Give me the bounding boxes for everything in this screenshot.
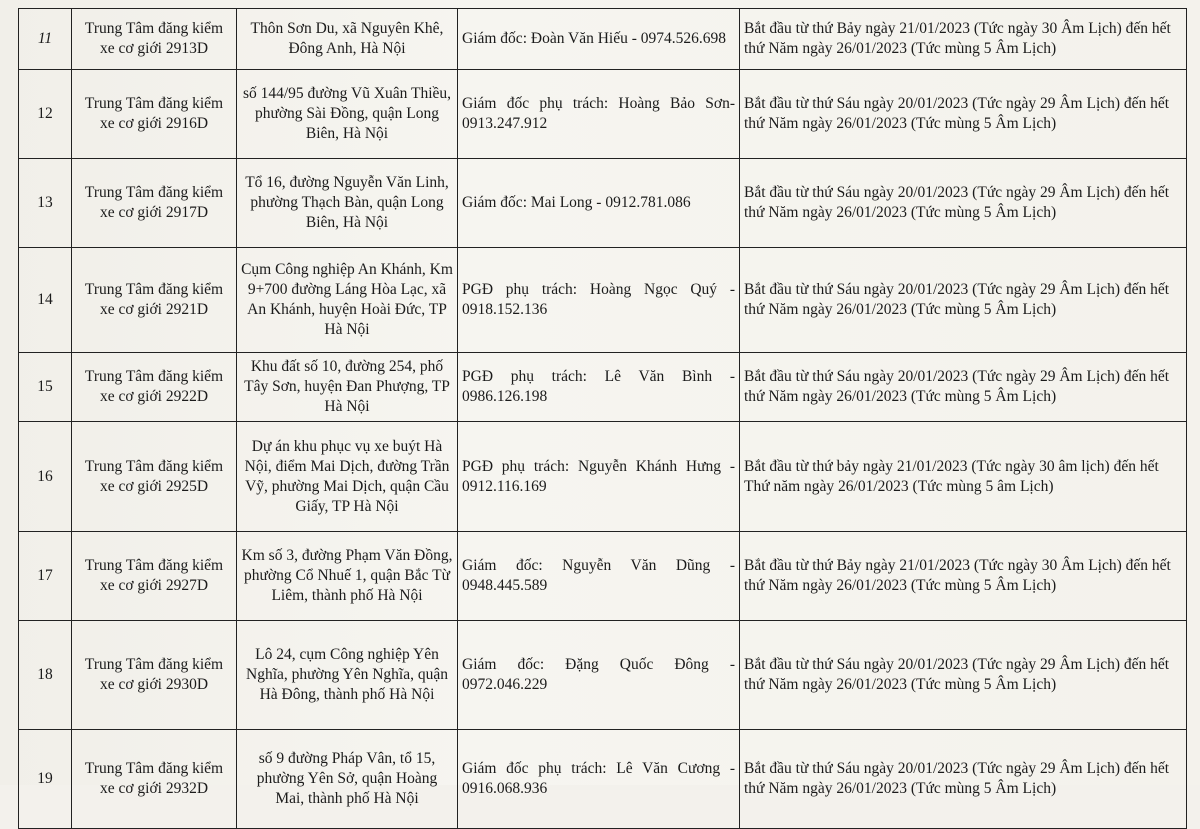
center-name: Trung Tâm đăng kiểm xe cơ giới 2930D bbox=[72, 621, 237, 730]
row-number: 12 bbox=[19, 70, 72, 159]
table-row bbox=[19, 422, 1187, 532]
center-contact: Giám đốc phụ trách: Hoàng Bảo Sơn- 0913.247.912 bbox=[458, 70, 740, 159]
center-name: Trung Tâm đăng kiểm xe cơ giới 2932D bbox=[72, 730, 237, 829]
row-number: 16 bbox=[19, 422, 72, 532]
table-row bbox=[19, 9, 1187, 70]
operating-period: Bắt đầu từ thứ Sáu ngày 20/01/2023 (Tức ngày 29 Âm Lịch) đến hết thứ Năm ngày 26/01/2023 (Tức mùng 5 Âm Lịch) bbox=[740, 730, 1187, 829]
center-name: Trung Tâm đăng kiểm xe cơ giới 2921D bbox=[72, 248, 237, 353]
center-address: số 9 đường Pháp Vân, tổ 15, phường Yên Sở, quận Hoàng Mai, thành phố Hà Nội bbox=[237, 730, 458, 829]
table-row bbox=[19, 353, 1187, 422]
center-address: số 144/95 đường Vũ Xuân Thiều, phường Sài Đồng, quận Long Biên, Hà Nội bbox=[237, 70, 458, 159]
table-row bbox=[19, 70, 1187, 159]
table-row bbox=[19, 621, 1187, 730]
table-row bbox=[19, 730, 1187, 829]
center-contact: Giám đốc phụ trách: Lê Văn Cương - 0916.068.936 bbox=[458, 730, 740, 829]
center-address: Tổ 16, đường Nguyễn Văn Linh, phường Thạch Bàn, quận Long Biên, Hà Nội bbox=[237, 159, 458, 248]
center-contact: Giám đốc: Mai Long - 0912.781.086 bbox=[458, 159, 740, 248]
operating-period: Bắt đầu từ thứ Sáu ngày 20/01/2023 (Tức ngày 29 Âm Lịch) đến hết thứ Năm ngày 26/01/2023 (Tức mùng 5 Âm Lịch) bbox=[740, 353, 1187, 422]
row-number: 15 bbox=[19, 353, 72, 422]
center-address: Km số 3, đường Phạm Văn Đồng, phường Cổ Nhuế 1, quận Bắc Từ Liêm, thành phố Hà Nội bbox=[237, 532, 458, 621]
inspection-centers-table bbox=[18, 8, 1187, 829]
center-name: Trung Tâm đăng kiểm xe cơ giới 2927D bbox=[72, 532, 237, 621]
center-name: Trung Tâm đăng kiểm xe cơ giới 2917D bbox=[72, 159, 237, 248]
center-address: Khu đất số 10, đường 254, phố Tây Sơn, huyện Đan Phượng, TP Hà Nội bbox=[237, 353, 458, 422]
row-number: 14 bbox=[19, 248, 72, 353]
operating-period: Bắt đầu từ thứ Bảy ngày 21/01/2023 (Tức ngày 30 Âm Lịch) đến hết thứ Năm ngày 26/01/2023 (Tức mùng 5 Âm Lịch) bbox=[740, 532, 1187, 621]
center-contact: PGĐ phụ trách: Lê Văn Bình - 0986.126.198 bbox=[458, 353, 740, 422]
operating-period: Bắt đầu từ thứ bảy ngày 21/01/2023 (Tức ngày 30 âm lịch) đến hết Thứ năm ngày 26/01/2023 (Tức mùng 5 âm Lịch) bbox=[740, 422, 1187, 532]
table-row bbox=[19, 248, 1187, 353]
center-contact: PGĐ phụ trách: Hoàng Ngọc Quý - 0918.152.136 bbox=[458, 248, 740, 353]
center-name: Trung Tâm đăng kiểm xe cơ giới 2925D bbox=[72, 422, 237, 532]
operating-period: Bắt đầu từ thứ Sáu ngày 20/01/2023 (Tức ngày 29 Âm Lịch) đến hết thứ Năm ngày 26/01/2023 (Tức mùng 5 Âm Lịch) bbox=[740, 621, 1187, 730]
center-address: Lô 24, cụm Công nghiệp Yên Nghĩa, phường Yên Nghĩa, quận Hà Đông, thành phố Hà Nội bbox=[237, 621, 458, 730]
center-contact: Giám đốc: Nguyễn Văn Dũng - 0948.445.589 bbox=[458, 532, 740, 621]
center-address: Dự án khu phục vụ xe buýt Hà Nội, điểm Mai Dịch, đường Trần Vỹ, phường Mai Dịch, quận Cầu Giấy, TP Hà Nội bbox=[237, 422, 458, 532]
center-contact: Giám đốc: Đoàn Văn Hiếu - 0974.526.698 bbox=[458, 9, 740, 70]
center-address: Thôn Sơn Du, xã Nguyên Khê, Đông Anh, Hà Nội bbox=[237, 9, 458, 70]
row-number: 13 bbox=[19, 159, 72, 248]
center-name: Trung Tâm đăng kiểm xe cơ giới 2916D bbox=[72, 70, 237, 159]
center-contact: Giám đốc: Đặng Quốc Đông - 0972.046.229 bbox=[458, 621, 740, 730]
table-row bbox=[19, 159, 1187, 248]
row-number: 17 bbox=[19, 532, 72, 621]
center-name: Trung Tâm đăng kiểm xe cơ giới 2922D bbox=[72, 353, 237, 422]
operating-period: Bắt đầu từ thứ Sáu ngày 20/01/2023 (Tức ngày 29 Âm Lịch) đến hết thứ Năm ngày 26/01/2023 (Tức mùng 5 Âm Lịch) bbox=[740, 70, 1187, 159]
center-contact: PGĐ phụ trách: Nguyễn Khánh Hưng - 0912.116.169 bbox=[458, 422, 740, 532]
center-address: Cụm Công nghiệp An Khánh, Km 9+700 đường Láng Hòa Lạc, xã An Khánh, huyện Hoài Đức, TP Hà Nội bbox=[237, 248, 458, 353]
operating-period: Bắt đầu từ thứ Sáu ngày 20/01/2023 (Tức ngày 29 Âm Lịch) đến hết thứ Năm ngày 26/01/2023 (Tức mùng 5 Âm Lịch) bbox=[740, 248, 1187, 353]
row-number: 19 bbox=[19, 730, 72, 829]
table-row bbox=[19, 532, 1187, 621]
operating-period: Bắt đầu từ thứ Bảy ngày 21/01/2023 (Tức ngày 30 Âm Lịch) đến hết thứ Năm ngày 26/01/2023 (Tức mùng 5 Âm Lịch) bbox=[740, 9, 1187, 70]
operating-period: Bắt đầu từ thứ Sáu ngày 20/01/2023 (Tức ngày 29 Âm Lịch) đến hết thứ Năm ngày 26/01/2023 (Tức mùng 5 Âm Lịch) bbox=[740, 159, 1187, 248]
center-name: Trung Tâm đăng kiểm xe cơ giới 2913D bbox=[72, 9, 237, 70]
row-number: 18 bbox=[19, 621, 72, 730]
row-number: 11 bbox=[19, 9, 72, 70]
